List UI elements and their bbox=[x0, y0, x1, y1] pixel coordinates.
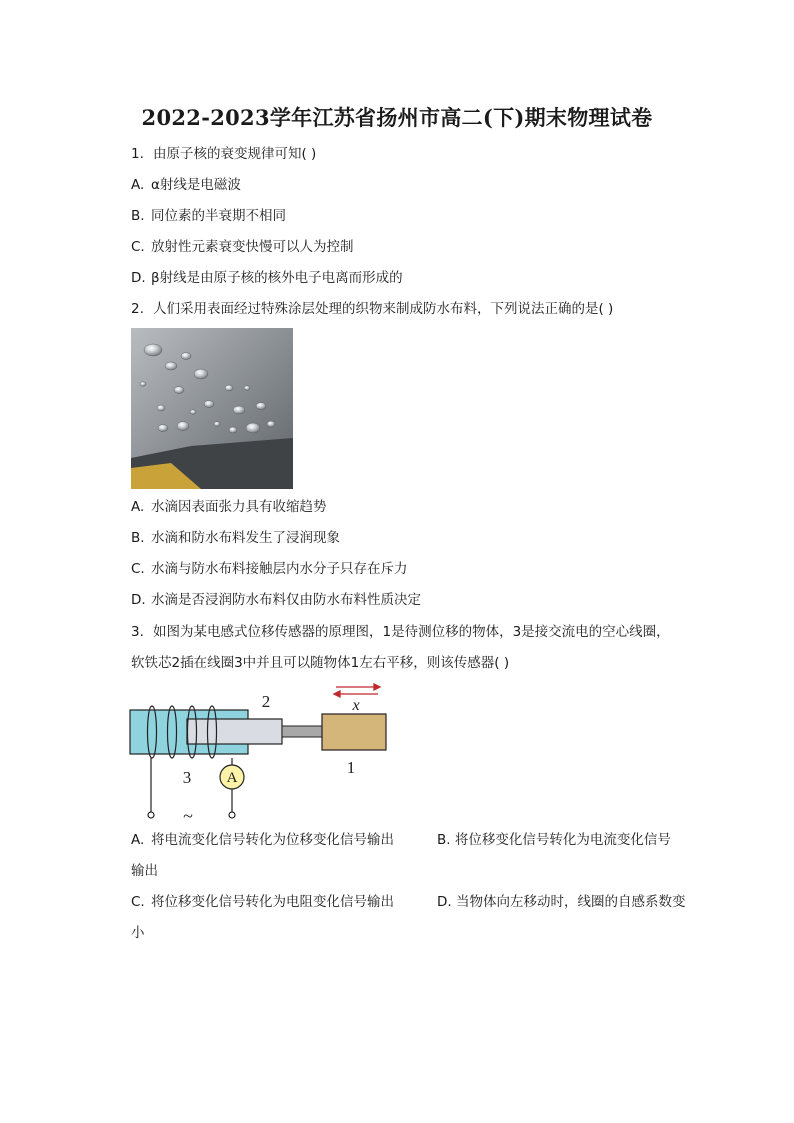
q1-option-c bbox=[131, 238, 354, 256]
question-3-number: 3. bbox=[131, 624, 144, 640]
q1-option-a-letter: A. bbox=[131, 177, 145, 193]
q2-option-d bbox=[131, 591, 421, 609]
q2-option-b bbox=[131, 529, 340, 547]
right-terminal bbox=[229, 812, 235, 818]
q1-option-d-text: β射线是由原子核的核外电子电离而形成的 bbox=[151, 270, 403, 286]
question-3-stem-line-1 bbox=[131, 623, 670, 641]
q2-option-a-letter: A. bbox=[131, 499, 145, 515]
q3-option-d-line-2: 小 bbox=[131, 925, 145, 941]
connecting-rod bbox=[282, 726, 322, 737]
ac-symbol: ~ bbox=[183, 806, 193, 823]
question-3-stem-line-2: 软铁芯2插在线圈3中并且可以随物体1左右平移，则该传感器( ) bbox=[131, 655, 510, 671]
object-block bbox=[322, 714, 386, 750]
q3-option-a-letter: A. bbox=[131, 832, 145, 848]
coil-label: 3 bbox=[182, 768, 192, 787]
q2-option-a bbox=[131, 498, 327, 516]
q1-option-c-text: 放射性元素衰变快慢可以人为控制 bbox=[151, 239, 354, 255]
waterproof-fabric-photo bbox=[131, 328, 293, 489]
left-terminal bbox=[148, 812, 154, 818]
question-2-stem bbox=[131, 300, 613, 318]
question-2-number: 2. bbox=[131, 301, 144, 317]
core-label: 2 bbox=[261, 692, 271, 711]
displacement-arrows bbox=[334, 684, 380, 697]
q2-option-d-text: 水滴是否浸润防水布料仅由防水布料性质决定 bbox=[151, 592, 421, 608]
object-label: 1 bbox=[346, 758, 356, 777]
q1-option-d bbox=[131, 269, 403, 287]
exam-title: 2022-2023学年江苏省扬州市高二(下)期末物理试卷 bbox=[141, 105, 653, 130]
q3-option-b-line-2: 输出 bbox=[131, 863, 158, 879]
q3-option-a bbox=[131, 831, 394, 849]
ammeter-label: A bbox=[226, 770, 238, 786]
iron-core bbox=[187, 719, 282, 744]
q3-option-d-line-1: D. 当物体向左移动时，线圈的自感系数变 bbox=[437, 894, 686, 910]
q3-option-a-text: 将电流变化信号转化为位移变化信号输出 bbox=[151, 832, 394, 848]
q1-option-d-letter: D. bbox=[131, 270, 146, 286]
q1-option-a-text: α射线是电磁波 bbox=[151, 177, 241, 193]
q1-option-b bbox=[131, 207, 286, 225]
q3-option-c-letter: C. bbox=[131, 894, 145, 910]
q1-option-b-letter: B. bbox=[131, 208, 145, 224]
q1-option-b-text: 同位素的半衰期不相同 bbox=[151, 208, 286, 224]
q1-option-a bbox=[131, 176, 241, 194]
displacement-label: x bbox=[352, 697, 360, 714]
question-3-text-1: 如图为某电感式位移传感器的原理图，1是待测位移的物体，3是接交流电的空心线圈， bbox=[153, 624, 670, 640]
q2-option-d-letter: D. bbox=[131, 592, 146, 608]
q2-option-c-text: 水滴与防水布料接触层内水分子只存在斥力 bbox=[151, 561, 408, 577]
q3-option-b-line-1: B. 将位移变化信号转化为电流变化信号 bbox=[437, 832, 671, 848]
question-1-number: 1. bbox=[131, 146, 144, 162]
q3-option-c bbox=[131, 893, 394, 911]
question-1-stem bbox=[131, 145, 316, 163]
q1-option-c-letter: C. bbox=[131, 239, 145, 255]
q3-option-c-text: 将位移变化信号转化为电阻变化信号输出 bbox=[151, 894, 394, 910]
q2-option-c-letter: C. bbox=[131, 561, 145, 577]
question-1-text: 由原子核的衰变规律可知( ) bbox=[153, 146, 317, 162]
q2-option-b-text: 水滴和防水布料发生了浸润现象 bbox=[151, 530, 340, 546]
q2-option-c bbox=[131, 560, 408, 578]
question-2-text: 人们采用表面经过特殊涂层处理的织物来制成防水布料，下列说法正确的是( ) bbox=[153, 301, 614, 317]
q2-option-b-letter: B. bbox=[131, 530, 145, 546]
q2-option-a-text: 水滴因表面张力具有收缩趋势 bbox=[151, 499, 327, 515]
inductive-sensor-diagram bbox=[124, 683, 404, 823]
